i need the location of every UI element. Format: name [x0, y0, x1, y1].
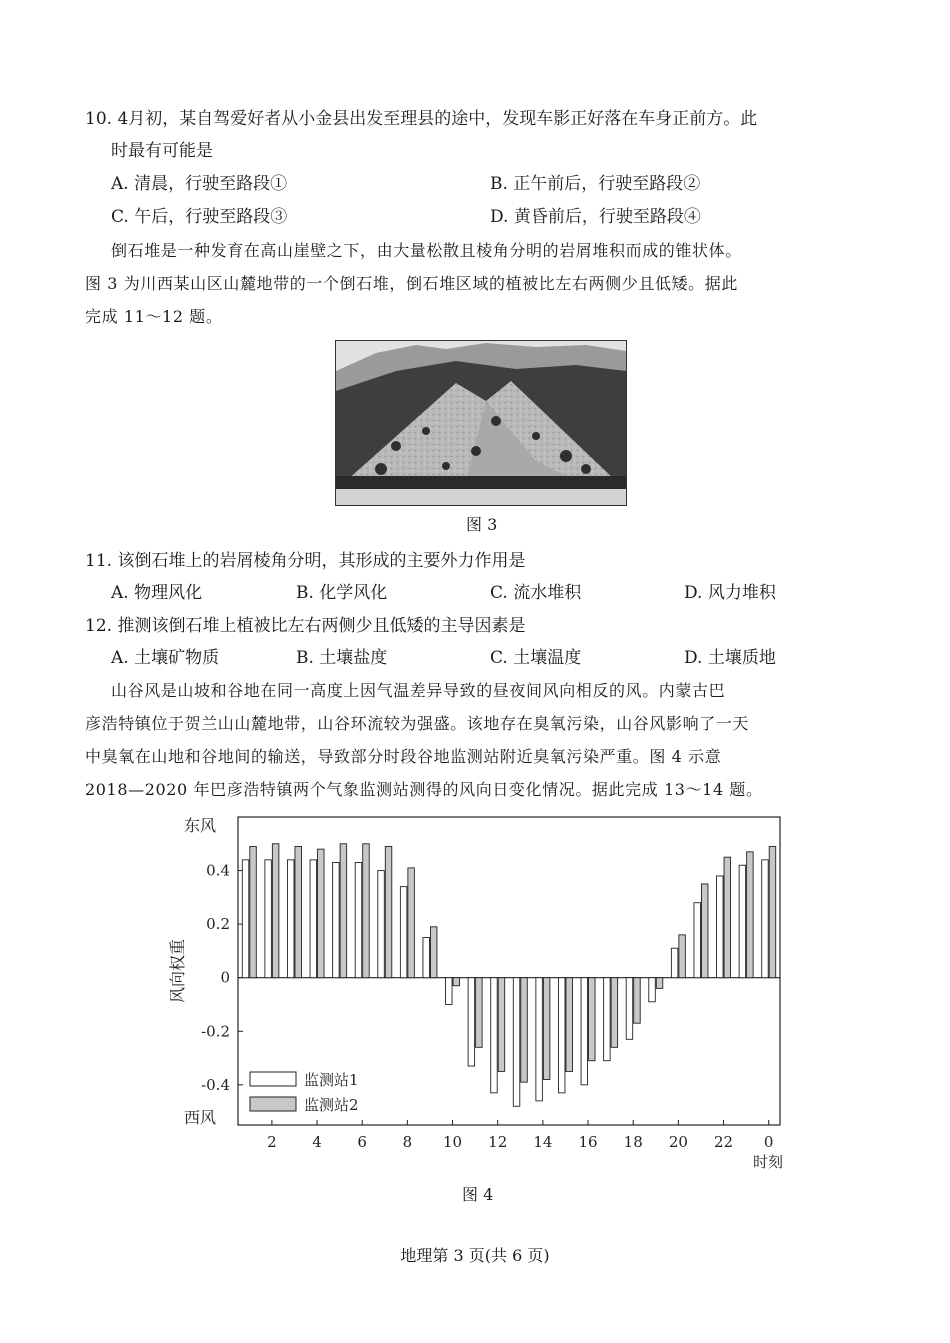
- bar-station1: [717, 876, 724, 978]
- x-tick-label: 20: [668, 1133, 688, 1151]
- bar-station2: [521, 978, 528, 1082]
- bar-station2: [679, 935, 686, 978]
- q11-option-d: D. 风力堆积: [684, 583, 776, 603]
- legend-swatch-station2: [250, 1097, 296, 1111]
- bar-station1: [671, 948, 678, 977]
- legend-label-station1: 监测站1: [304, 1071, 359, 1089]
- bar-station2: [566, 978, 573, 1072]
- intro-13-14-line1: 山谷风是山坡和谷地在同一高度上因气温差异导致的昼夜间风向相反的风。内蒙古巴: [111, 681, 726, 700]
- bar-station2: [724, 857, 731, 978]
- y-top-label: 东风: [183, 816, 216, 835]
- bar-station2: [318, 849, 325, 978]
- bar-station2: [656, 978, 663, 989]
- talus-cone-photo: [335, 340, 627, 506]
- bar-station1: [310, 860, 317, 978]
- bar-station2: [408, 868, 415, 978]
- bar-station1: [536, 978, 543, 1101]
- y-bottom-label: 西风: [183, 1108, 216, 1127]
- bar-station1: [446, 978, 453, 1005]
- q10-option-c: C. 午后，行驶至路段③: [111, 207, 288, 227]
- intro-11-12-line2: 图 3 为川西某山区山麓地带的一个倒石堆，倒石堆区域的植被比左右两侧少且低矮。据此: [85, 274, 738, 293]
- q10-option-b: B. 正午前后，行驶至路段②: [490, 174, 701, 194]
- bar-station2: [430, 927, 437, 978]
- bar-station1: [355, 863, 362, 978]
- bar-station1: [581, 978, 588, 1085]
- x-tick-label: 4: [312, 1133, 322, 1151]
- x-axis-title: 时刻: [752, 1153, 784, 1171]
- bar-station2: [701, 884, 708, 978]
- bar-station2: [769, 846, 776, 977]
- bar-station2: [498, 978, 505, 1072]
- intro-13-14-line4: 2018—2020 年巴彦浩特镇两个气象监测站测得的风向日变化情况。据此完成 13～14 题。: [85, 780, 763, 799]
- x-tick-label: 16: [578, 1133, 598, 1151]
- intro-11-12-line1: 倒石堆是一种发育在高山崖壁之下，由大量松散且棱角分明的岩屑堆积而成的锥状体。: [111, 241, 742, 260]
- bar-station2: [385, 846, 392, 977]
- bar-station1: [378, 871, 385, 978]
- x-tick-label: 8: [402, 1133, 413, 1151]
- page-footer: 地理第 3 页(共 6 页): [400, 1246, 550, 1265]
- bar-station2: [747, 852, 754, 978]
- q10-stem-line1: 10. 4月初，某自驾爱好者从小金县出发至理县的途中，发现车影正好落在车身正前方。此: [85, 109, 758, 129]
- bar-station1: [739, 865, 746, 977]
- x-tick-label: 2: [267, 1133, 277, 1151]
- bar-station1: [649, 978, 656, 1002]
- bar-station1: [513, 978, 520, 1107]
- bar-station2: [363, 844, 370, 978]
- bar-station2: [611, 978, 618, 1048]
- bar-station1: [491, 978, 498, 1093]
- q11-stem: 11. 该倒石堆上的岩屑棱角分明，其形成的主要外力作用是: [85, 551, 526, 571]
- wind-direction-chart: [0, 805, 950, 1195]
- intro-13-14-line3: 中臭氧在山地和谷地间的输送，导致部分时段谷地监测站附近臭氧污染严重。图 4 示意: [85, 747, 722, 766]
- q12-option-d: D. 土壤质地: [684, 648, 776, 668]
- figure4-caption: 图 4: [462, 1185, 494, 1204]
- y-tick-label: 0.4: [206, 861, 230, 880]
- q10-stem-line2: 时最有可能是: [111, 141, 213, 161]
- bar-station1: [333, 863, 340, 978]
- bar-station2: [634, 978, 641, 1024]
- bar-station1: [423, 938, 430, 978]
- bar-station1: [694, 903, 701, 978]
- bar-station2: [476, 978, 483, 1048]
- y-axis-title: 风向权重: [168, 938, 187, 1004]
- bar-station1: [468, 978, 475, 1066]
- q12-option-c: C. 土壤温度: [490, 648, 582, 668]
- bar-station2: [295, 846, 302, 977]
- y-tick-label: -0.4: [201, 1075, 230, 1094]
- legend-swatch-station1: [250, 1072, 296, 1086]
- bar-station2: [543, 978, 550, 1080]
- figure3-caption: 图 3: [466, 515, 498, 534]
- legend-label-station2: 监测站2: [304, 1096, 359, 1114]
- x-tick-label: 18: [623, 1133, 643, 1151]
- q12-stem: 12. 推测该倒石堆上植被比左右两侧少且低矮的主导因素是: [85, 616, 526, 636]
- bar-station2: [272, 844, 279, 978]
- y-tick-label: -0.2: [201, 1022, 230, 1041]
- bar-station1: [626, 978, 633, 1040]
- x-tick-label: 14: [533, 1133, 553, 1151]
- bar-station1: [265, 860, 272, 978]
- x-tick-label: 0: [763, 1133, 774, 1151]
- q10-option-d: D. 黄昏前后，行驶至路段④: [490, 207, 701, 227]
- y-tick-label: 0: [220, 968, 230, 987]
- bar-station1: [558, 978, 565, 1093]
- q11-option-b: B. 化学风化: [296, 583, 388, 603]
- bar-station1: [242, 860, 249, 978]
- q12-option-b: B. 土壤盐度: [296, 648, 388, 668]
- intro-13-14-line2: 彦浩特镇位于贺兰山山麓地带，山谷环流较为强盛。该地存在臭氧污染，山谷风影响了一天: [85, 714, 750, 733]
- bar-station2: [589, 978, 596, 1061]
- bar-station1: [604, 978, 611, 1061]
- bar-station1: [400, 887, 407, 978]
- bar-station1: [287, 860, 294, 978]
- bar-station2: [453, 978, 460, 986]
- q10-option-a: A. 清晨，行驶至路段①: [111, 174, 288, 194]
- bar-station2: [250, 846, 257, 977]
- y-tick-label: 0.2: [206, 915, 230, 934]
- x-tick-label: 22: [713, 1133, 734, 1151]
- q12-option-a: A. 土壤矿物质: [111, 648, 220, 668]
- bar-station1: [762, 860, 769, 978]
- intro-11-12-line3: 完成 11～12 题。: [85, 307, 223, 326]
- x-tick-label: 6: [357, 1133, 367, 1151]
- q11-option-c: C. 流水堆积: [490, 583, 582, 603]
- q11-option-a: A. 物理风化: [111, 583, 203, 603]
- bar-station2: [340, 844, 347, 978]
- x-tick-label: 10: [442, 1133, 463, 1151]
- x-tick-label: 12: [488, 1133, 508, 1151]
